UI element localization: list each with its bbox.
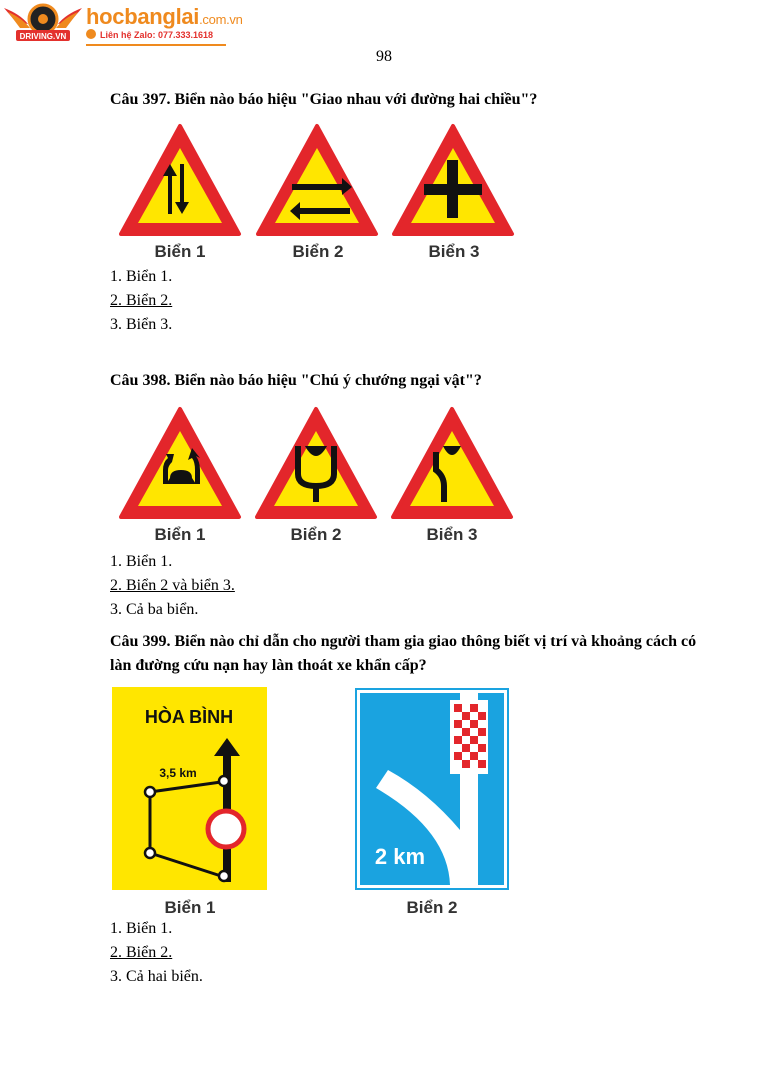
q399-sign-label-2: Biển 2 — [406, 898, 458, 917]
q398-sign-3 — [393, 409, 511, 517]
answer-option-1[interactable]: 1. Biển 1. — [110, 920, 173, 937]
q397-sign-label-1: Biển 1 — [154, 242, 206, 261]
q398-sign-label-2: Biển 2 — [290, 525, 342, 544]
distance-text: 3,5 km — [159, 766, 197, 780]
answer-option-3[interactable]: 3. Biển 3. — [110, 316, 173, 333]
distance-text: 2 km — [374, 844, 426, 869]
page-number: 98 — [376, 48, 392, 65]
answer-option-3[interactable]: 3. Cả hai biển. — [110, 968, 203, 985]
q397-sign-2 — [258, 126, 376, 234]
logo-text: DRIVING.VN — [19, 32, 67, 41]
q399-sign-label-1: Biển 1 — [164, 898, 216, 917]
q398-sign-label-3: Biển 3 — [426, 525, 478, 544]
brand-domain: .com.vn — [199, 12, 243, 27]
q397-sign-label-3: Biển 3 — [428, 242, 480, 261]
q398-sign-label-1: Biển 1 — [154, 525, 206, 544]
question-398-text: Câu 398. Biển nào báo hiệu "Chú ý chướng ngại vật"? — [110, 372, 482, 389]
q399-sign-2 — [356, 689, 508, 889]
answer-option-1[interactable]: 1. Biển 1. — [110, 553, 173, 570]
answer-option-2-correct[interactable]: 2. Biển 2. — [110, 292, 173, 309]
q397-sign-3 — [394, 126, 512, 234]
answer-option-2-correct[interactable]: 2. Biển 2 và biển 3. — [110, 577, 235, 594]
q397-sign-label-2: Biển 2 — [292, 242, 344, 261]
answer-option-3[interactable]: 3. Cả ba biển. — [110, 601, 199, 618]
q399-sign-1 — [112, 687, 267, 890]
question-397-text: Câu 397. Biển nào báo hiệu "Giao nhau với đường hai chiều"? — [110, 91, 538, 108]
answer-option-2-correct[interactable]: 2. Biển 2. — [110, 944, 173, 961]
q398-sign-2 — [257, 409, 375, 517]
answer-option-1[interactable]: 1. Biển 1. — [110, 268, 173, 285]
brand-title: hocbanglai — [86, 4, 200, 29]
question-399-text: Câu 399. Biển nào chỉ dẫn cho người tham gia giao thông biết vị trí và khoảng cách có làn đường cứu nạn hay làn thoát xe khẩn cấp? — [110, 633, 697, 674]
place-name-text: HÒA BÌNH — [144, 707, 234, 727]
q398-sign-1 — [121, 409, 239, 517]
contact-info: Liên hệ Zalo: 077.333.1618 — [100, 30, 214, 40]
q397-sign-1 — [121, 126, 239, 234]
